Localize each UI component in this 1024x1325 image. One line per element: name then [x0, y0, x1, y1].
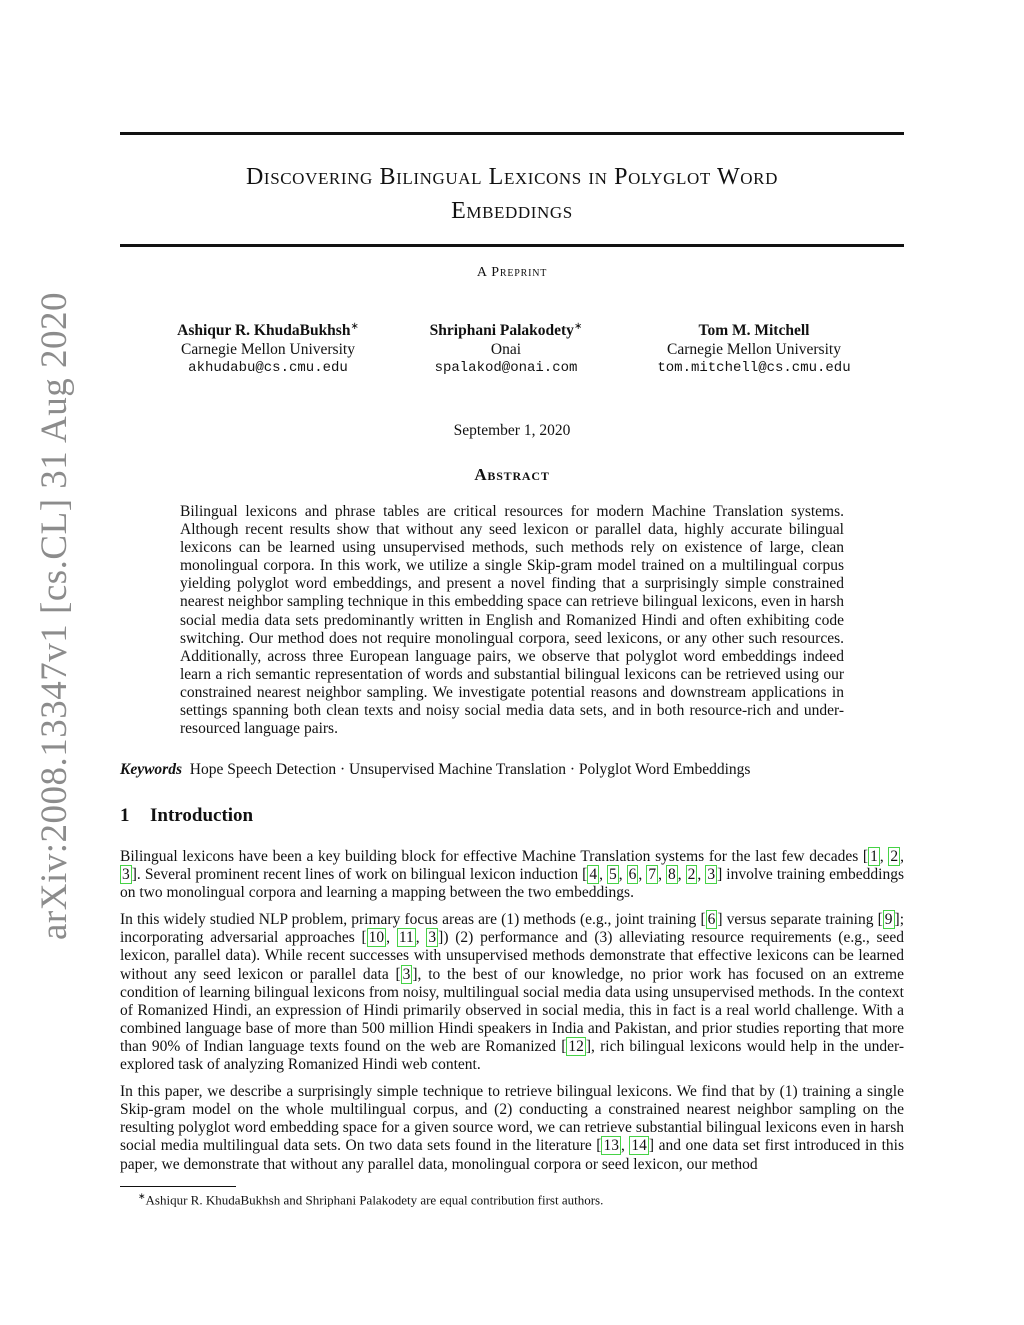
preprint-label: A Preprint — [476, 265, 548, 280]
citation-link[interactable]: 10 — [368, 929, 385, 947]
author-email[interactable]: spalakod@onai.com — [434, 360, 578, 377]
author-3 — [624, 318, 884, 378]
section-number: 1 — [120, 805, 130, 826]
citation-link[interactable]: 9 — [884, 911, 893, 929]
author-affiliation: Carnegie Mellon University — [667, 340, 841, 358]
author-name: Shriphani Palakodety — [429, 322, 574, 340]
author-name: Tom M. Mitchell — [698, 322, 810, 340]
footnote-mark: ∗ — [138, 1191, 146, 1201]
citation-link[interactable]: 6 — [628, 866, 637, 884]
paragraph-1: Bilingual lexicons have been a key building block for effective Machine Translation systems for the last few decades [ 1 , 2 , 3 ]. Several prominent recent lines of work on bilingual lexicon induction [ 4 , 5 , 6 , 7 , 8 , 2 , 3 ] involve training embeddings on two monolingual corpora and learning a mapping between the two embeddings. — [120, 848, 904, 902]
keywords-label: Keywords — [120, 761, 182, 778]
author-affiliation: Onai — [490, 340, 522, 358]
footnote-rule — [120, 1186, 236, 1187]
publication-date: September 1, 2020 — [453, 422, 571, 439]
citation-link[interactable]: 3 — [122, 866, 130, 884]
citation-link[interactable]: 11 — [398, 929, 414, 947]
equal-contribution-mark: ∗ — [573, 321, 583, 332]
citation-link[interactable]: 1 — [870, 848, 878, 865]
section-title: Introduction — [150, 805, 254, 826]
paper-title-line-2: Embeddings — [451, 198, 573, 224]
keywords — [120, 761, 904, 779]
author-affiliation: Carnegie Mellon University — [181, 340, 355, 358]
citation-link[interactable]: 3 — [428, 929, 437, 947]
paper-title-line-1: Discovering Bilingual Lexicons in Polyglot Word — [246, 164, 778, 190]
section-heading — [120, 805, 253, 827]
paper-title — [120, 160, 904, 228]
arxiv-identifier: arXiv:2008.13347v1 [cs.CL] 31 Aug 2020 — [34, 292, 75, 940]
title-rule-top — [120, 132, 904, 135]
citation-link[interactable]: 8 — [668, 866, 676, 884]
keywords-list: Hope Speech Detection · Unsupervised Machine Translation · Polyglot Word Embeddings — [189, 761, 751, 778]
equal-contribution-mark: ∗ — [350, 321, 359, 332]
footnote-text: Ashiqur R. KhudaBukhsh and Shriphani Palakodety are equal contribution first authors. — [145, 1192, 604, 1208]
author-email[interactable]: tom.mitchell@cs.cmu.edu — [657, 360, 851, 377]
author-block — [120, 318, 904, 378]
paragraph-3: In this paper, we describe a surprisingly simple technique to retrieve bilingual lexicons. We find that by (1) training a single Skip-gram model on the whole multilingual corpus, and (2) conducting a constrained nearest neighbor sampling on the resulting polyglot word embedding space for a given source word, we can retrieve substantial bilingual lexicons even in harsh social media multilingual data sets. On two data sets found in the literature [ 13 , 14 ] and one data set first introduced in this paper, we demonstrate that without any parallel data, monolingual corpora or seed lexicon, our method — [120, 1083, 904, 1173]
citation-link[interactable]: 6 — [707, 911, 716, 929]
citation-link[interactable]: 4 — [589, 866, 598, 884]
title-rule-bottom — [120, 244, 904, 247]
citation-link[interactable]: 7 — [648, 866, 657, 884]
footnote — [138, 1191, 603, 1208]
author-email[interactable]: akhudabu@cs.cmu.edu — [188, 360, 348, 377]
citation-link[interactable]: 12 — [568, 1037, 584, 1055]
author-name: Ashiqur R. KhudaBukhsh — [177, 322, 351, 340]
abstract-text: Bilingual lexicons and phrase tables are critical resources for modern Machine Translation systems. Although recent results show that without any seed lexicon or parallel data, highly accurate bilingual lexicons can be learned using unsupervised methods, such methods rely on existence of large, clean monolingual corpora. In this work, we utilize a single Skip-gram model trained on a multilingual corpus yielding polyglot word embeddings, and present a novel finding that a surprisingly simple constrained nearest neighbor sampling technique in this embedding space can retrieve bilingual lexicons, even in harsh social media data sets predominantly written in English and Romanized Hindi and often exhibiting code switching. Our method does not require monolingual corpora, seed lexicons, or any other such resources. Additionally, across three European language pairs, we observe that polyglot word embeddings indeed learn a rich semantic representation of words and substantial bilingual lexicons can be retrieved using our constrained nearest neighbor sampling. We investigate potential reasons and downstream applications in settings spanning both clean texts and noisy social media data sets, and in both resource-rich and under-resourced language pairs. — [180, 503, 844, 738]
paragraph-2: In this widely studied NLP problem, primary focus areas are (1) methods (e.g., joint training [ 6 ] versus separate training [ 9 ]; incorporating adversarial approaches [ 10 , 11 , 3 ]) (2) performance and (3) alleviating resource requirements (e.g., seed lexicon, parallel data). While recent successes with unsupervised methods demonstrate that effective lexicons can be learned without any seed lexicon or parallel data [ 3 ], to the best of our knowledge, no prior work has focused on an extreme condition of learning bilingual lexicons from noisy, multilingual social media data using unsupervised methods. In the context of Romanized Hindi, an expression of Hindi primarily observed in social media, this in fact is a real world challenge. With a combined language base of more than 500 million Hindi speakers in India and Pakistan, and prior studies reporting that more than 90% of Indian language texts found on the web are Romanized [ 12 ], rich bilingual lexicons would help in the under-explored task of analyzing Romanized Hindi web content. — [120, 911, 905, 1074]
citation-link[interactable]: 5 — [608, 866, 617, 884]
citation-link[interactable]: 2 — [890, 848, 899, 865]
introduction-body — [120, 848, 904, 1183]
citation-link[interactable]: 3 — [402, 965, 411, 983]
author-2 — [376, 318, 636, 378]
citation-link[interactable]: 14 — [631, 1137, 647, 1155]
citation-link[interactable]: 3 — [707, 866, 716, 884]
citation-link[interactable]: 2 — [687, 866, 696, 884]
abstract-heading: Abstract — [474, 465, 550, 484]
citation-link[interactable]: 13 — [603, 1137, 619, 1155]
author-1 — [138, 318, 398, 378]
